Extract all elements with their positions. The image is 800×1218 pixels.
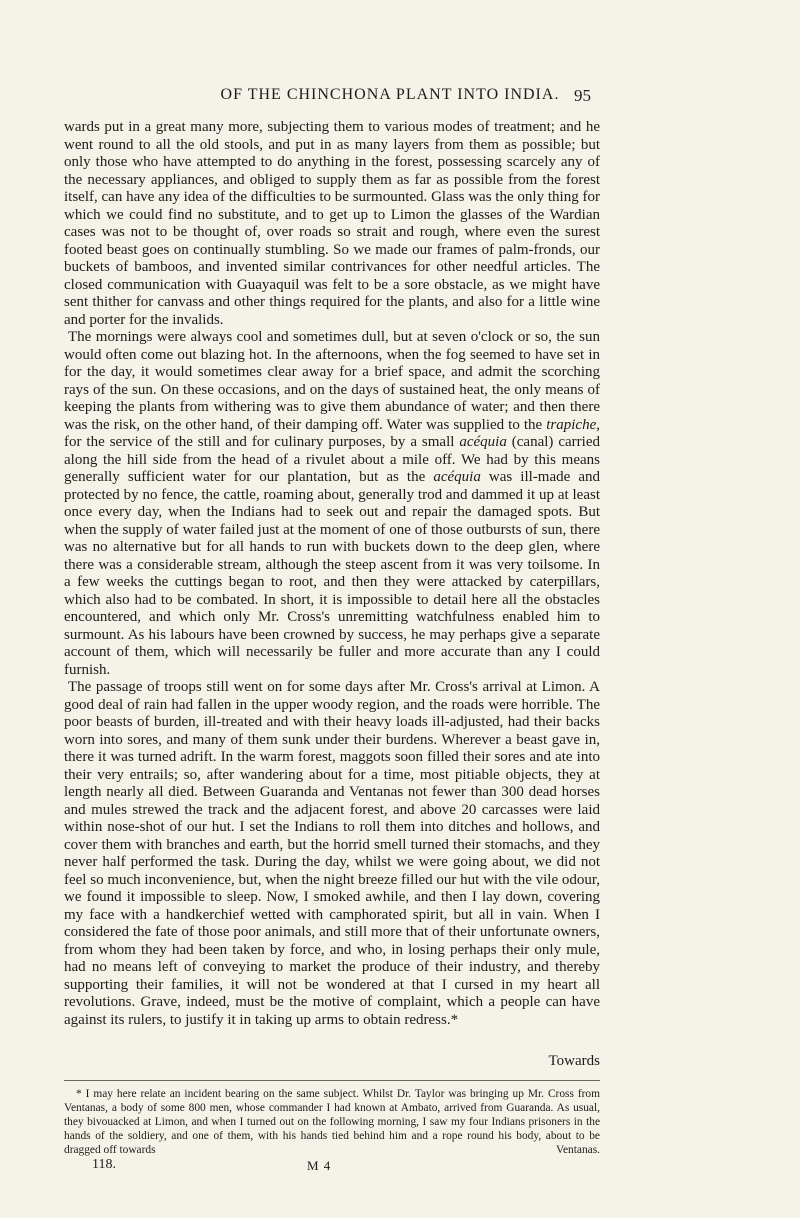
- italic-acequia-1: acéquia: [459, 434, 507, 450]
- paragraph-3: The passage of troops still went on for some days after Mr. Cross's arrival at Limon. A good deal of rain had fallen in the upper woody region, and the roads were horrible. The poor beasts of burden, ill-treated and with their heavy loads ill-adjusted, had their backs worn into sores, and many of them sunk under their burdens. Wherever a beast gave in, there it was turned adrift. In the warm forest, maggots soon filled their sores and ate into their very entrails; so, after wandering about for a time, most pitiable objects, they at length nearly all died. Between Guaranda and Ventanas not fewer than 300 dead horses and mules strewed the track and the adjacent forest, and above 20 carcasses were laid within nose-shot of our hut. I set the Indians to roll them into ditches and hollows, and cover them with branches and earth, but the horrid smell turned their stomachs, and they never half performed the task. During the day, whilst we were going about, we did not feel so much inconvenience, but, when the night breeze filled our hut with the vile odour, we found it impossible to sleep. Now, I smoked awhile, and then I lay down, covering my face with a handkerchief wetted with camphorated spirit, but all in vain. When I considered the fate of those poor animals, and still more that of their unfortunate owners, from whom they had been taken by force, and who, in losing perhaps their only mule, had no means left of conveying to market the produce of their industry, and thereby supporting their families, it will not be wondered at that I cursed in my heart all revolutions. Grave, indeed, must be the motive of complaint, which a people can have against its rulers, to justify it in taking up arms to obtain redress.*: [64, 679, 600, 1028]
- paragraph-2-part-b: , for the service of the still and for culinary purposes, by a small: [64, 416, 600, 450]
- paragraph-2-part-d: was ill-made and protected by no fence, the cattle, roaming about, generally trod and dammed it up at least once every day, when the Indians had to seek out and repair the damaged spots. But when the supply of water failed just at the moment of one of those outbursts of sun, there was no alternative but for all hands to run with buckets down to the deep glen, where there was a considerable stream, although the steep ascent from it was very toilsome. In a few weeks the cuttings began to root, and then they were attacked by caterpillars, which also had to be combated. In short, it is impossible to detail here all the obstacles encountered, and which only Mr. Cross's unremitting watchfulness enabled him to surmount. As his labours have been crowned by success, he may perhaps give a separate account of them, which will necessarily be fuller and more accurate than any I could furnish.: [64, 469, 601, 678]
- footnote-rule: [64, 1080, 600, 1081]
- footnote-body: * I may here relate an incident bearing on the same subject. Whilst Dr. Taylor was bringing up Mr. Cross from Ventanas, a body of some 800 men, whose commander I had known at Ambato, arrived from Guaranda. As usual, they bivouacked at Limon, and when I turned out on the following morning, I saw my four Indians prisoners in the hands of the soldiery, and one of them, with his hands tied behind him and a rope round his body, about to be dragged off towards: [64, 1088, 600, 1156]
- paragraph-2-part-c: (canal) carried along the hill side from the head of a rivulet about a mile off. We had by this means generally sufficient water for our plantation, but as the: [64, 434, 600, 485]
- footnote-catchword: Ventanas.: [556, 1144, 600, 1156]
- signature-mark: M 4: [307, 1158, 332, 1173]
- paragraph-2: [64, 329, 600, 679]
- italic-acequia-2: acéquia: [433, 469, 481, 485]
- sheet-number: 118.: [92, 1157, 116, 1172]
- catchword: Towards: [548, 1053, 600, 1069]
- paragraph-2-part-a: The mornings were always cool and sometimes dull, but at seven o'clock or so, the sun would often come out blazing hot. In the afternoons, when the fog seemed to have set in for the day, it would sometimes clear away for a brief space, and admit the scorching rays of the sun. On these occasions, and on the days of sustained heat, the only means of keeping the plants from withering was to give them abundance of water; and then there was the risk, on the other hand, of their damping off. Water was supplied to the: [64, 329, 600, 433]
- footnote-text: [64, 1087, 600, 1157]
- running-title: OF THE CHINCHONA PLANT INTO INDIA.: [220, 86, 560, 103]
- paragraph-1: wards put in a great many more, subjecting them to various modes of treatment; and he went round to all the old stools, and put in as many layers from them as possible; but only those who have attempted to do anything in the forest, possessing scarcely any of the necessary appliances, and obliged to supply them as far as possible from the forest itself, can have any idea of the difficulties to be surmounted. Glass was the only thing for which we could find no substitute, and to get up to Limon the glasses of the Wardian cases was not to be thought of, over roads so strait and rough, where even the surest footed beast goes on continually stumbling. So we made our frames of palm-fronds, our buckets of bamboos, and invented similar contrivances for other needful articles. The closed communication with Guayaquil was felt to be a sore obstacle, as we might have sent thither for canvass and other things required for the plants, and also for a little wine and porter for the invalids.: [64, 119, 600, 328]
- body-text: [64, 119, 600, 1029]
- italic-trapiche: trapiche: [546, 416, 597, 433]
- page-number: 95: [574, 86, 591, 105]
- footnote: [64, 1087, 600, 1157]
